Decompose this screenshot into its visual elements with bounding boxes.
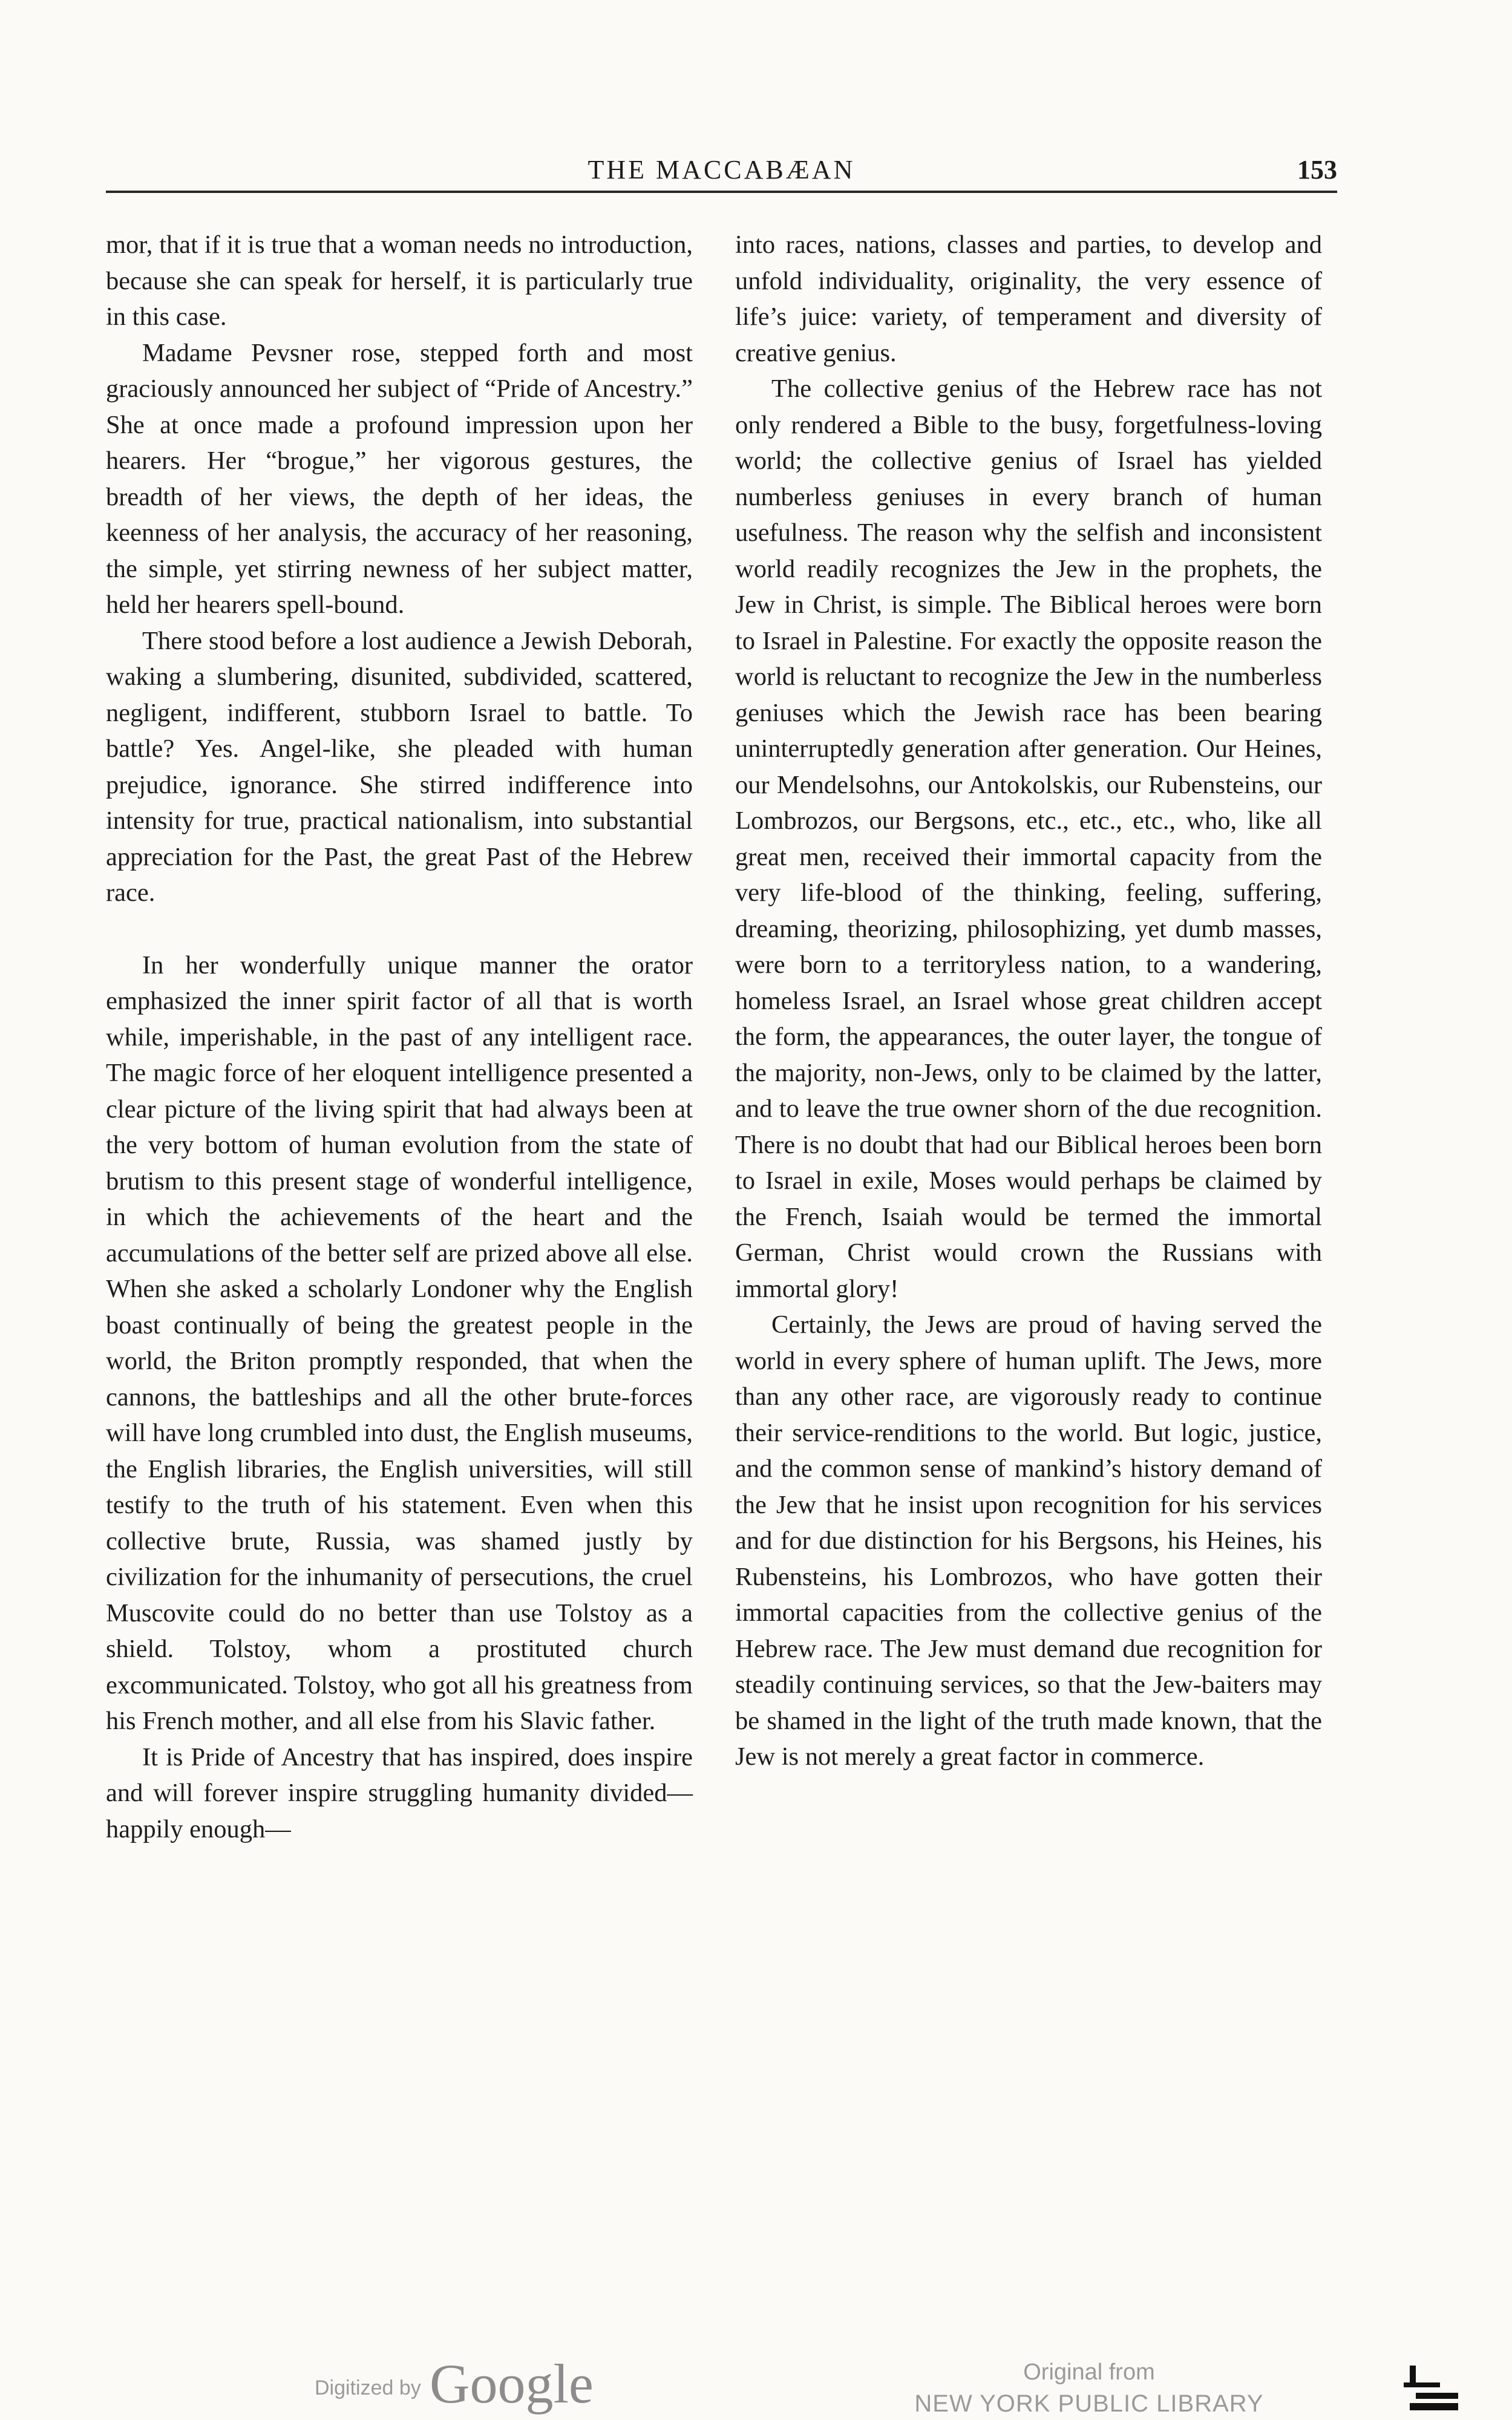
paragraph: Certainly, the Jews are proud of having served the world in every sphere of human uplift. The Jews, more than any other race, are vigorously ready to continue their service-renditions to the world. But logic, justice, and the common sense of mankind’s history demand of the Jew that he insist upon recognition for his services and for due distinction for his Bergsons, his Heines, his Rubensteins, his Lombrozos, who have gotten their immortal capacities from the collective genius of the Hebrew race. The Jew must demand due recognition for steadily continuing services, so that the Jew-baiters may be shamed in the light of the truth made known, that the Jew is not merely a great factor in commerce. [735, 1310, 1322, 1771]
paragraph: mor, that if it is true that a woman needs no introduction, because she can speak for herself, it is particularly true in this case. [106, 231, 693, 331]
original-source-watermark [859, 2356, 1319, 2419]
scan-corner-mark-icon [1392, 2360, 1458, 2414]
digitized-by-watermark [315, 2353, 641, 2414]
page-header [106, 154, 1337, 193]
paragraph: The collective genius of the Hebrew race has not only rendered a Bible to the busy, forgetfulness-loving world; the collective genius of Israel has yielded numberless geniuses in every branch of human usefulness. The reason why the selfish and inconsistent world readily recognizes the Jew in the prophets, the Jew in Christ, is simple. The Biblical heroes were born to Israel in Palestine. For exactly the opposite reason the world is reluctant to recognize the Jew in the numberless geniuses which the Jewish race has been bearing uninterruptedly generation after generation. Our Heines, our Mendelsohns, our Antokolskis, our Rubensteins, our Lombrozos, our Bergsons, etc., etc., etc., who, like all great men, received their immortal capacity from the very life-blood of the thinking, feeling, suffering, dreaming, theorizing, philosophizing, yet dumb masses, were born to a territoryless nation, to a wandering, homeless Israel, an Israel whose great children accept the form, the appearances, the outer layer, the tongue of the majority, non-Jews, only to be claimed by the latter, and to leave the true owner shorn of the due recognition. There is no doubt that had our Biblical heroes been born to Israel in exile, Moses would perhaps be claimed by the French, Isaiah would be termed the immortal German, Christ would crown the Russians with immortal glory! [735, 374, 1322, 1303]
right-column [735, 227, 1322, 1775]
left-column [106, 227, 693, 1847]
paragraph: into races, nations, classes and parties, to develop and unfold individuality, originality, the very essence of life’s juice: variety, of temperament and diversity of creative genius. [735, 231, 1322, 367]
paragraph: There stood before a lost audience a Jewish Deborah, waking a slumbering, disunited, subdivided, scattered, negligent, indifferent, stubborn Israel to battle. To battle? Yes. Angel-like, she pleaded with human prejudice, ignorance. She stirred indifference into intensity for true, practical nationalism, into substantial appreciation for the Past, the great Past of the Hebrew race. [106, 626, 693, 907]
running-title: THE MACCABÆAN [587, 155, 856, 185]
original-label: Original from [1023, 2360, 1155, 2385]
digitized-label: Digitized by [315, 2376, 421, 2399]
paragraph: It is Pride of Ancestry that has inspired, does inspire and will forever inspire struggling humanity divided—happily enough— [106, 1742, 693, 1843]
google-logo: Google [430, 2353, 594, 2415]
page-number: 153 [1297, 155, 1337, 185]
paragraph: In her wonderfully unique manner the orator emphasized the inner spirit factor of all that is worth while, imperishable, in the past of any intelligent race. The magic force of her eloquent intelligence presented a clear picture of the living spirit that had always been at the very bottom of human evolution from the state of brutism to this present stage of wonderful intelligence, in which the achievements of the heart and the accumulations of the better self are prized above all else. When she asked a scholarly Londoner why the English boast continually of being the greatest people in the world, the Briton promptly responded, that when the cannons, the battleships and all the other brute-forces will have long crumbled into dust, the English museums, the English libraries, the English universities, will still testify to the truth of his statement. Even when this collective brute, Russia, was shamed justly by civilization for the inhumanity of persecutions, the cruel Muscovite could do no better than use Tolstoy as a shield. Tolstoy, whom a prostituted church excommunicated. Tolstoy, who got all his greatness from his French mother, and all else from his Slavic father. [106, 950, 693, 1735]
library-name: NEW YORK PUBLIC LIBRARY [914, 2390, 1264, 2417]
paragraph: Madame Pevsner rose, stepped forth and most graciously announced her subject of “Pride of Ancestry.” She at once made a profound impression upon her hearers. Her “brogue,” her vigorous gestures, the breadth of her views, the depth of her ideas, the keenness of her analysis, the accuracy of her reasoning, the simple, yet stirring newness of her subject matter, held her hearers spell-bound. [106, 338, 693, 619]
